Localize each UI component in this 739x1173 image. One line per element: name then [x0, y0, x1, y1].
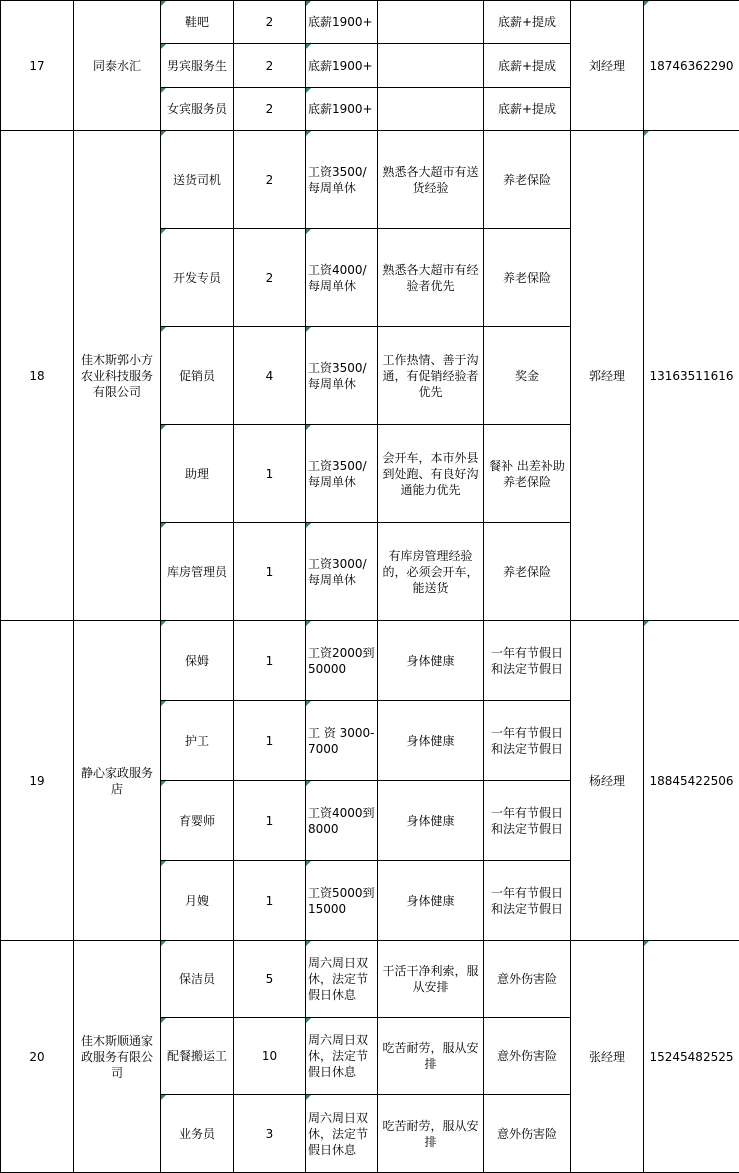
job-title: 护工 — [161, 701, 234, 781]
contact-phone: 18845422506 — [644, 621, 739, 941]
job-salary: 工资4000到8000 — [306, 781, 378, 861]
job-count: 2 — [234, 229, 306, 327]
job-title: 助理 — [161, 425, 234, 523]
job-requirement: 吃苦耐劳，服从安排 — [378, 1095, 484, 1173]
job-count: 1 — [234, 701, 306, 781]
job-salary: 工资3500/每周单休 — [306, 131, 378, 229]
job-title: 库房管理员 — [161, 523, 234, 621]
job-count: 2 — [234, 1, 306, 44]
job-benefit: 意外伤害险 — [484, 941, 571, 1018]
contact-phone: 18746362290 — [644, 1, 739, 131]
job-benefit: 养老保险 — [484, 131, 571, 229]
job-salary: 工资4000/每周单休 — [306, 229, 378, 327]
job-requirement — [378, 88, 484, 131]
row-number: 20 — [1, 941, 74, 1173]
company-name: 静心家政服务店 — [74, 621, 161, 941]
contact-person: 张经理 — [571, 941, 644, 1173]
job-salary: 工资3500/每周单休 — [306, 425, 378, 523]
job-count: 2 — [234, 44, 306, 88]
job-count: 5 — [234, 941, 306, 1018]
job-requirement: 有库房管理经验的，必须会开车，能送货 — [378, 523, 484, 621]
job-salary: 底薪1900+ — [306, 1, 378, 44]
job-salary: 周六周日双休，法定节假日休息 — [306, 941, 378, 1018]
job-row — [1, 1, 739, 44]
company-name: 佳木斯郭小方农业科技服务有限公司 — [74, 131, 161, 621]
job-count: 1 — [234, 781, 306, 861]
job-benefit: 一年有节假日和法定节假日 — [484, 781, 571, 861]
job-count: 1 — [234, 523, 306, 621]
job-salary: 工资2000到50000 — [306, 621, 378, 701]
job-count: 2 — [234, 131, 306, 229]
job-row — [1, 941, 739, 1018]
job-requirement: 熟悉各大超市有送货经验 — [378, 131, 484, 229]
contact-person: 杨经理 — [571, 621, 644, 941]
job-benefit: 餐补 出差补助养老保险 — [484, 425, 571, 523]
job-title: 鞋吧 — [161, 1, 234, 44]
job-requirement: 身体健康 — [378, 781, 484, 861]
job-salary: 工资3500/每周单休 — [306, 327, 378, 425]
job-count: 1 — [234, 425, 306, 523]
job-requirement: 工作热情、善于沟通，有促销经验者优先 — [378, 327, 484, 425]
job-title: 业务员 — [161, 1095, 234, 1173]
job-requirement: 身体健康 — [378, 701, 484, 781]
job-count: 2 — [234, 88, 306, 131]
job-title: 保姆 — [161, 621, 234, 701]
job-requirement — [378, 1, 484, 44]
job-salary: 工资3000/每周单休 — [306, 523, 378, 621]
job-benefit: 底薪+提成 — [484, 44, 571, 88]
company-name: 同泰水汇 — [74, 1, 161, 131]
contact-phone: 15245482525 — [644, 941, 739, 1173]
row-number: 18 — [1, 131, 74, 621]
job-salary: 周六周日双休，法定节假日休息 — [306, 1018, 378, 1095]
job-benefit: 养老保险 — [484, 523, 571, 621]
job-requirement: 会开车，本市外县到处跑、有良好沟通能力优先 — [378, 425, 484, 523]
job-requirement: 身体健康 — [378, 621, 484, 701]
job-title: 送货司机 — [161, 131, 234, 229]
row-number: 19 — [1, 621, 74, 941]
job-benefit: 一年有节假日和法定节假日 — [484, 621, 571, 701]
job-salary: 底薪1900+ — [306, 88, 378, 131]
job-title: 育婴师 — [161, 781, 234, 861]
row-number: 17 — [1, 1, 74, 131]
job-benefit: 奖金 — [484, 327, 571, 425]
job-salary: 工 资 3000-7000 — [306, 701, 378, 781]
job-title: 保洁员 — [161, 941, 234, 1018]
job-requirement — [378, 44, 484, 88]
job-benefit: 底薪+提成 — [484, 88, 571, 131]
contact-person: 郭经理 — [571, 131, 644, 621]
job-benefit: 一年有节假日和法定节假日 — [484, 701, 571, 781]
contact-phone: 13163511616 — [644, 131, 739, 621]
job-title: 开发专员 — [161, 229, 234, 327]
job-requirement: 干活干净利索，服从安排 — [378, 941, 484, 1018]
contact-person: 刘经理 — [571, 1, 644, 131]
job-title: 配餐搬运工 — [161, 1018, 234, 1095]
job-count: 3 — [234, 1095, 306, 1173]
job-salary: 周六周日双休，法定节假日休息 — [306, 1095, 378, 1173]
job-title: 月嫂 — [161, 861, 234, 941]
job-title: 男宾服务生 — [161, 44, 234, 88]
job-count: 10 — [234, 1018, 306, 1095]
job-benefit: 底薪+提成 — [484, 1, 571, 44]
job-title: 促销员 — [161, 327, 234, 425]
job-benefit: 养老保险 — [484, 229, 571, 327]
job-title: 女宾服务员 — [161, 88, 234, 131]
job-benefit: 意外伤害险 — [484, 1018, 571, 1095]
job-count: 4 — [234, 327, 306, 425]
company-name: 佳木斯顺通家政服务有限公司 — [74, 941, 161, 1173]
job-requirement: 身体健康 — [378, 861, 484, 941]
job-requirement: 熟悉各大超市有经验者优先 — [378, 229, 484, 327]
job-benefit: 一年有节假日和法定节假日 — [484, 861, 571, 941]
job-salary: 底薪1900+ — [306, 44, 378, 88]
job-row — [1, 621, 739, 701]
job-row — [1, 131, 739, 229]
job-benefit: 意外伤害险 — [484, 1095, 571, 1173]
job-count: 1 — [234, 621, 306, 701]
job-salary: 工资5000到15000 — [306, 861, 378, 941]
job-count: 1 — [234, 861, 306, 941]
job-requirement: 吃苦耐劳，服从安排 — [378, 1018, 484, 1095]
